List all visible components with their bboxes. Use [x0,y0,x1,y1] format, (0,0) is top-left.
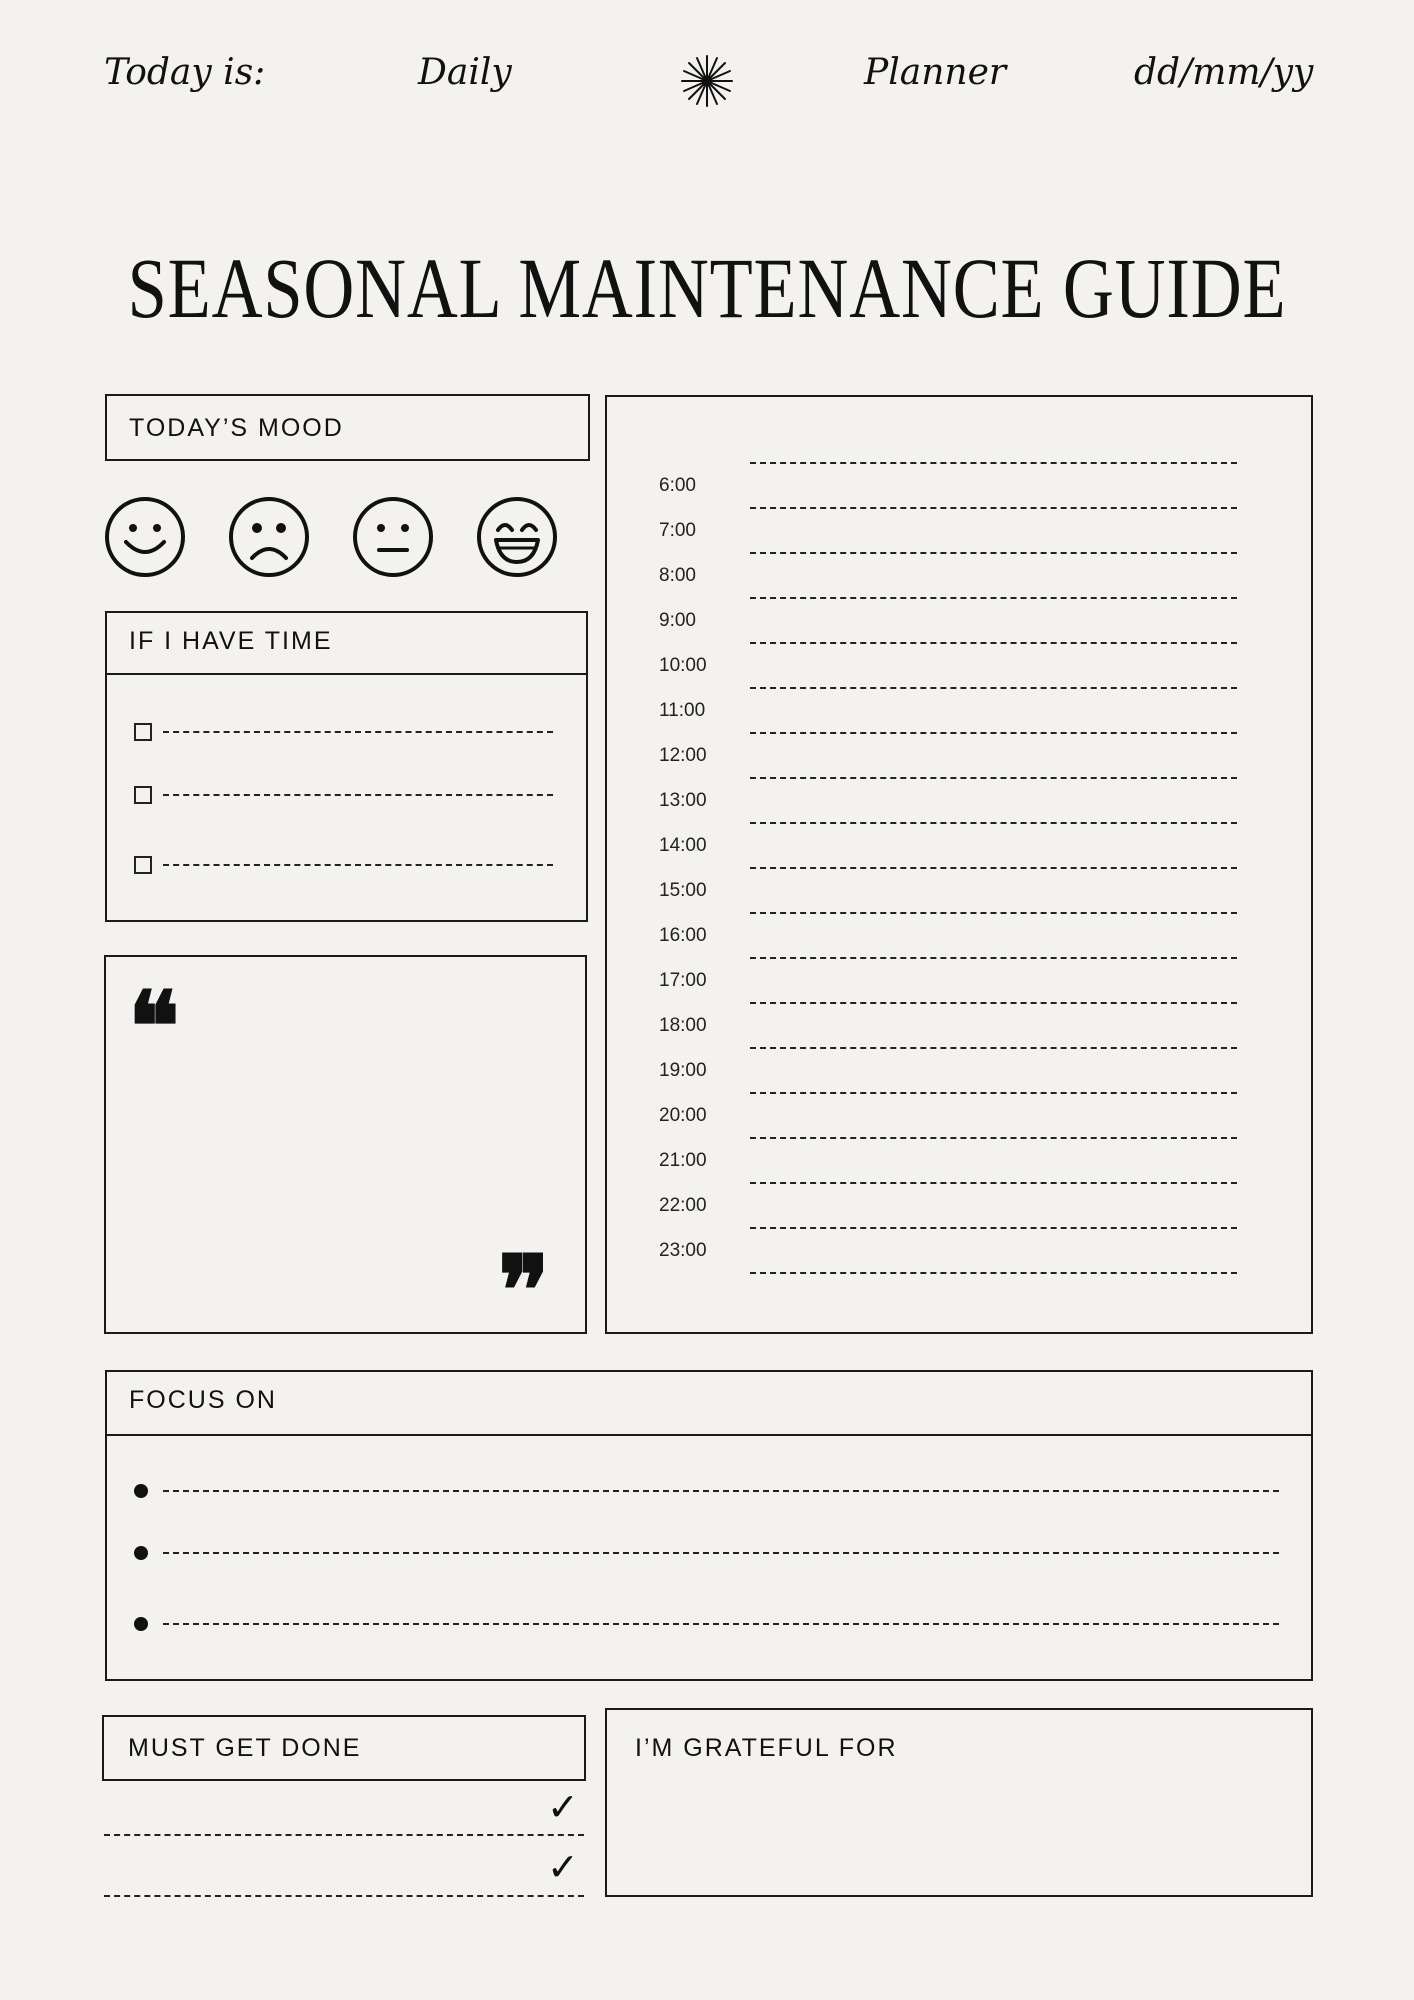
schedule-line[interactable] [750,687,1237,689]
divider [107,673,586,675]
time-label: 19:00 [659,1060,707,1081]
grateful-box[interactable] [605,1708,1313,1897]
sad-face-icon[interactable] [228,496,310,578]
open-quote-icon: ❝ [128,970,180,1083]
schedule-line[interactable] [750,1182,1237,1184]
schedule-line[interactable] [750,1047,1237,1049]
quote-box[interactable] [104,955,587,1347]
grateful-label: I’M GRATEFUL FOR [635,1734,898,1762]
time-label: 18:00 [659,1015,707,1036]
schedule-line[interactable] [750,912,1237,914]
grin-face-icon[interactable] [476,496,558,578]
must-line[interactable] [104,1834,584,1836]
time-label: 14:00 [659,835,707,856]
schedule-box [605,395,1313,1334]
time-label: 23:00 [659,1240,707,1261]
today-is-label: Today is: [104,52,266,93]
mood-header-box [105,394,590,461]
schedule-line[interactable] [750,1137,1237,1139]
time-label: 22:00 [659,1195,707,1216]
time-label: 20:00 [659,1105,707,1126]
schedule-line[interactable] [750,642,1237,644]
time-label: 17:00 [659,970,707,991]
focus-line[interactable] [163,1623,1279,1625]
time-label: 11:00 [659,700,706,721]
task-line[interactable] [163,864,553,866]
time-label: 8:00 [659,565,696,586]
schedule-line[interactable] [750,1227,1237,1229]
schedule-line[interactable] [750,1272,1237,1274]
divider [107,1434,1311,1436]
task-line[interactable] [163,731,553,733]
time-label: 10:00 [659,655,707,676]
must-label: MUST GET DONE [128,1734,362,1762]
if-time-label: IF I HAVE TIME [129,627,333,655]
time-label: 9:00 [659,610,696,631]
time-label: 12:00 [659,745,707,766]
starburst-icon [680,54,734,108]
time-label: 6:00 [659,475,696,496]
focus-label: FOCUS ON [129,1386,277,1414]
schedule-line[interactable] [750,822,1237,824]
time-label: 15:00 [659,880,707,901]
time-label: 16:00 [659,925,707,946]
checkbox[interactable] [134,723,152,741]
schedule-line[interactable] [750,777,1237,779]
smile-face-icon[interactable] [104,496,186,578]
checkbox[interactable] [134,786,152,804]
neutral-face-icon[interactable] [352,496,434,578]
schedule-line[interactable] [750,867,1237,869]
close-quote-icon: ❞ [498,1234,550,1347]
daily-label: Daily [418,52,512,93]
time-label: 7:00 [659,520,696,541]
schedule-line[interactable] [750,957,1237,959]
schedule-line[interactable] [750,552,1237,554]
planner-label: Planner [864,52,1007,93]
schedule-line[interactable] [750,732,1237,734]
time-label: 21:00 [659,1150,707,1171]
task-line[interactable] [163,794,553,796]
schedule-line[interactable] [750,1092,1237,1094]
schedule-line[interactable] [750,462,1237,464]
check-icon[interactable]: ✓ [547,1785,579,1829]
mood-label: TODAY’S MOOD [129,414,344,442]
bullet-icon [134,1484,148,1498]
schedule-line[interactable] [750,507,1237,509]
page-title: SEASONAL MAINTENANCE GUIDE [127,240,1287,336]
check-icon[interactable]: ✓ [547,1845,579,1889]
checkbox[interactable] [134,856,152,874]
if-i-have-time-box [105,611,588,922]
bullet-icon [134,1617,148,1631]
focus-line[interactable] [163,1490,1279,1492]
bullet-icon [134,1546,148,1560]
schedule-line[interactable] [750,597,1237,599]
must-get-done-header [102,1715,586,1781]
schedule-line[interactable] [750,1002,1237,1004]
date-placeholder: dd/mm/yy [1134,52,1314,93]
must-line[interactable] [104,1895,584,1897]
focus-line[interactable] [163,1552,1279,1554]
time-label: 13:00 [659,790,707,811]
focus-on-box [105,1370,1313,1681]
